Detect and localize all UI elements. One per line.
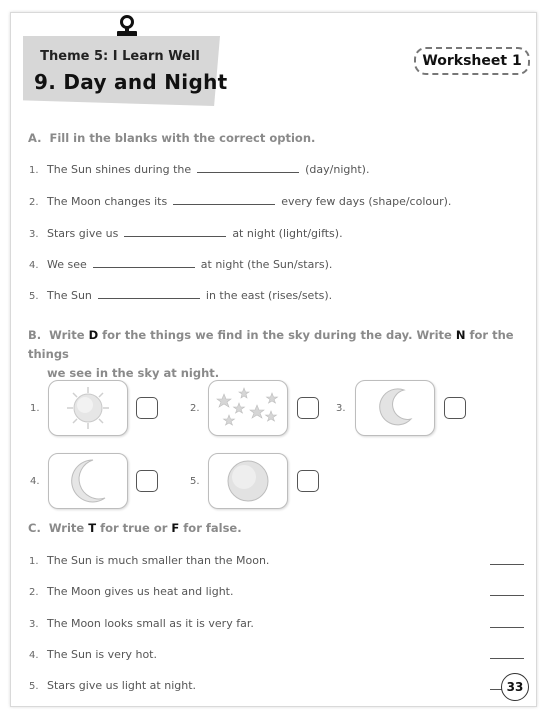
item-number: 4. [30,476,40,487]
item-number: 3. [336,403,346,414]
page-number: 33 [501,673,529,701]
item-number: 2. [29,587,39,598]
statement-text: The Sun is much smaller than the Moon. [47,554,270,567]
theme-label: Theme 5: I Learn Well [40,49,200,64]
true-false-item [29,617,254,630]
sun-icon [49,381,127,435]
instruction-text: for true or [96,521,172,535]
item-text-before: The Sun shines during the [47,163,192,176]
true-code: T [88,521,97,535]
instruction-text: we see in the sky at night. [47,366,220,380]
item-text-before: Stars give us [47,227,119,240]
item-number: 5. [190,476,200,487]
day-code: D [88,328,99,342]
answer-box[interactable] [297,397,319,419]
instruction-text: for false. [179,521,242,535]
true-false-item [29,554,269,567]
answer-blank[interactable] [98,289,200,299]
item-number: 5. [29,681,39,692]
item-text-after: (day/night). [305,163,370,176]
item-number: 2. [29,197,39,208]
answer-line[interactable] [490,595,524,596]
answer-box[interactable] [297,470,319,492]
answer-box[interactable] [136,470,158,492]
instruction-text: Write [48,521,89,535]
answer-line[interactable] [490,564,524,565]
answer-blank[interactable] [93,258,195,268]
item-number: 4. [29,650,39,661]
statement-text: The Moon looks small as it is very far. [47,617,254,630]
true-false-item [29,648,157,661]
picture-card-crescent-moon [355,380,435,436]
section-b-heading [28,326,545,383]
picture-card-crescent-moon [48,453,128,509]
instruction-text: for the things [28,328,514,361]
item-number: 1. [30,403,40,414]
answer-line[interactable] [490,658,524,659]
item-text-before: The Moon changes its [47,195,168,208]
section-letter: A. [28,131,42,145]
item-text-after: in the east (rises/sets). [205,289,333,302]
answer-box[interactable] [136,397,158,419]
item-number: 1. [29,556,39,567]
fill-blank-item [29,258,332,271]
true-false-item [29,679,196,692]
instruction-text: for the things we find in the sky during the day. Write [98,328,456,342]
item-number: 1. [29,165,39,176]
section-letter: B. [28,328,42,342]
night-code: N [455,328,466,342]
crescent-moon-icon [49,454,127,508]
worksheet-badge: Worksheet 1 [414,47,530,75]
answer-blank[interactable] [124,227,226,237]
picture-card-stars [208,380,288,436]
page-title: 9. Day and Night [34,70,228,94]
answer-blank[interactable] [197,163,299,173]
item-number: 2. [190,403,200,414]
instruction-text: Write [49,328,89,342]
fill-blank-item [29,227,343,240]
item-text-after: every few days (shape/colour). [281,195,452,208]
false-code: F [171,521,180,535]
picture-card-full-moon [208,453,288,509]
section-a-heading [28,129,315,148]
answer-line[interactable] [490,627,524,628]
answer-box[interactable] [444,397,466,419]
fill-blank-item [29,289,332,302]
statement-text: Stars give us light at night. [47,679,197,692]
section-instruction: Fill in the blanks with the correct option. [49,131,316,145]
section-c-heading [28,519,242,538]
item-number: 5. [29,291,39,302]
binder-clip-icon [116,15,138,39]
statement-text: The Moon gives us heat and light. [47,585,234,598]
crescent-moon-icon [356,381,434,435]
fill-blank-item [29,163,369,176]
item-number: 3. [29,619,39,630]
item-number: 3. [29,229,39,240]
answer-blank[interactable] [173,195,275,205]
item-text-after: at night (the Sun/stars). [200,258,333,271]
item-text-before: We see [47,258,87,271]
item-number: 4. [29,260,39,271]
section-letter: C. [28,521,41,535]
fill-blank-item [29,195,451,208]
stars-icon [209,381,287,435]
full-moon-icon [209,454,287,508]
item-text-before: The Sun [47,289,92,302]
statement-text: The Sun is very hot. [47,648,157,661]
item-text-after: at night (light/gifts). [232,227,343,240]
picture-card-sun [48,380,128,436]
true-false-item [29,585,233,598]
